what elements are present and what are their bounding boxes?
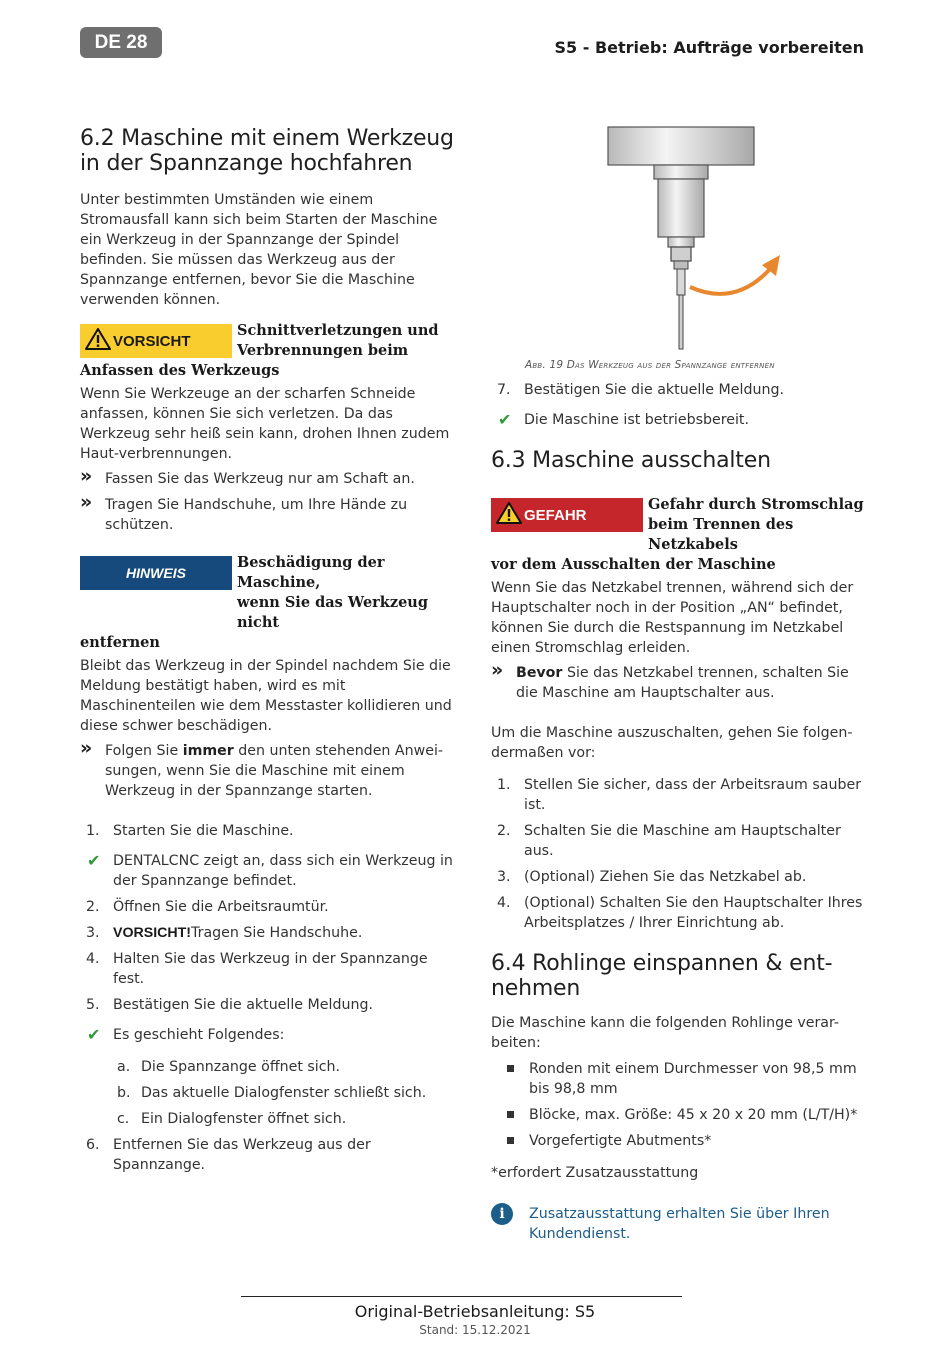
title-line-2: in der Spannzange hochfahren bbox=[80, 151, 413, 176]
notice-title-line: Beschädigung der Maschine, bbox=[237, 554, 385, 591]
list-item bbox=[491, 1131, 871, 1151]
caution-title-line: Verbrennungen beim bbox=[237, 342, 409, 359]
footer-divider bbox=[241, 1296, 682, 1297]
title-line-2: nehmen bbox=[491, 976, 581, 1001]
spindle-figure bbox=[560, 125, 830, 353]
double-chevron-icon: » bbox=[491, 659, 504, 681]
section-6-2-title bbox=[80, 126, 458, 176]
left-column bbox=[80, 126, 458, 1175]
danger-title-line: Gefahr durch Stromschlag bbox=[648, 496, 864, 513]
title-line-1: 6.2 Maschine mit einem Werkzeug bbox=[80, 126, 454, 151]
info-text: Zusatzausstattung erhalten Sie über Ihren Kundendienst. bbox=[529, 1206, 830, 1242]
section-6-3-intro: Um die Maschine auszuschalten, gehen Sie folgen-dermaßen vor: bbox=[491, 725, 853, 761]
double-chevron-icon: » bbox=[80, 465, 93, 487]
notice-block bbox=[80, 553, 458, 653]
footer-title: Original-Betriebsanleitung: S5 bbox=[354, 1302, 596, 1321]
warning-triangle-icon bbox=[85, 328, 111, 354]
list-item bbox=[80, 1025, 458, 1045]
bullet-text: Ronden mit einem Durchmesser von 98,5 mm bis 98,8 mm bbox=[529, 1061, 857, 1097]
list-item: c. Ein Dialogfenster öffnet sich. bbox=[117, 1111, 347, 1127]
step-text: Starten Sie die Maschine. bbox=[113, 823, 294, 839]
shutdown-steps bbox=[491, 775, 871, 933]
warning-triangle-icon bbox=[496, 502, 522, 528]
footnote: *erfordert Zusatzausstattung bbox=[491, 1165, 699, 1181]
list-item: 1. Starten Sie die Maschine. bbox=[86, 823, 294, 839]
step-text: Tragen Sie Handschuhe. bbox=[191, 925, 363, 941]
section-6-3-title: 6.3 Maschine ausschalten bbox=[491, 448, 771, 473]
caution-bullet bbox=[80, 465, 458, 489]
section-6-2-intro: Unter bestimmten Umständen wie einem Stromausfall kann sich beim Starten der Maschine ein Werkzeug in der Spannzange der Spindel befinden. Sie müssen das Werkzeug aus der Spannzange entfernen, bevor Sie die Maschine verwenden können. bbox=[80, 192, 438, 308]
info-note bbox=[491, 1204, 871, 1244]
list-item bbox=[491, 410, 871, 430]
list-item: 3. VORSICHT!Tragen Sie Handschuhe. bbox=[86, 925, 363, 941]
step-text: Bestätigen Sie die aktuelle Meldung. bbox=[524, 382, 784, 398]
caution-title-line: Anfassen des Werkzeugs bbox=[80, 362, 280, 379]
caution-text: Wenn Sie Werkzeuge an der scharfen Schneide anfassen, können Sie sich verletzen. Da das Werkzeug sehr heiß sein kann, drohen Ihnen zudem Haut-verbrennungen. bbox=[80, 386, 450, 462]
list-item: 2. Schalten Sie die Maschine am Hauptschalter aus. bbox=[497, 823, 841, 859]
step-text: Das aktuelle Dialogfenster schließt sich. bbox=[141, 1085, 427, 1101]
bullet-text: Vorgefertigte Abutments* bbox=[529, 1133, 712, 1149]
checkmark-icon: ✔ bbox=[498, 410, 512, 429]
right-column bbox=[491, 380, 871, 1244]
danger-title-line: vor dem Ausschalten der Maschine bbox=[491, 556, 776, 573]
danger-sign bbox=[491, 498, 643, 532]
bullet-emphasis: Bevor bbox=[516, 665, 563, 681]
step-text: (Optional) Schalten Sie den Hauptschalter Ihres Arbeitsplatzes / Ihrer Einrichtung ab. bbox=[524, 895, 863, 931]
danger-label: GEFAHR bbox=[524, 506, 587, 524]
page-number-badge: DE 28 bbox=[80, 27, 162, 58]
step-text: Ein Dialogfenster öffnet sich. bbox=[141, 1111, 347, 1127]
list-item: 3. (Optional) Ziehen Sie das Netzkabel ab. bbox=[497, 869, 807, 885]
bullet-emphasis: immer bbox=[182, 743, 234, 759]
list-item: a. Die Spannzange öffnet sich. bbox=[117, 1059, 341, 1075]
list-item: 1. Stellen Sie sicher, dass der Arbeitsraum sauber ist. bbox=[497, 777, 862, 813]
notice-title-line: wenn Sie das Werkzeug nicht bbox=[237, 594, 428, 631]
bullet-text: Folgen Sie bbox=[105, 743, 183, 759]
list-item: 6. Entfernen Sie das Werkzeug aus der Spannzange. bbox=[86, 1137, 371, 1173]
step-text: Halten Sie das Werkzeug in der Spannzange fest. bbox=[113, 951, 428, 987]
danger-text: Wenn Sie das Netzkabel trennen, während sich der Hauptschalter noch in der Position „AN“ befindet, können Sie durch die Restspannung im Netzkabel einen Stromschlag erleiden. bbox=[491, 580, 854, 656]
list-item bbox=[491, 1105, 871, 1125]
danger-title-line: beim Trennen des Netzkabels bbox=[648, 516, 794, 553]
footer-date: Stand: 15.12.2021 bbox=[419, 1323, 531, 1337]
notice-bullet bbox=[80, 737, 458, 801]
caution-block bbox=[80, 321, 458, 381]
section-6-4-intro: Die Maschine kann die folgenden Rohlinge verar-beiten: bbox=[491, 1015, 840, 1051]
notice-sign: HINWEIS bbox=[80, 556, 232, 590]
checkmark-icon: ✔ bbox=[87, 1025, 101, 1044]
caution-title-line: Schnittverletzungen und bbox=[237, 322, 439, 339]
step-text: Schalten Sie die Maschine am Hauptschalter aus. bbox=[524, 823, 841, 859]
checkmark-icon: ✔ bbox=[87, 851, 101, 870]
step-text: Bestätigen Sie die aktuelle Meldung. bbox=[113, 997, 373, 1013]
list-item bbox=[80, 851, 458, 891]
section-6-4-title bbox=[491, 951, 871, 1001]
caution-bullet bbox=[80, 491, 458, 535]
caution-sign bbox=[80, 324, 232, 358]
figure-caption: Abb. 19 Das Werkzeug aus der Spannzange entfernen bbox=[525, 359, 775, 371]
danger-bullet bbox=[491, 659, 871, 703]
step-text: Stellen Sie sicher, dass der Arbeitsraum sauber ist. bbox=[524, 777, 862, 813]
step-result: Die Maschine ist betriebsbereit. bbox=[524, 412, 749, 428]
square-bullet-icon bbox=[507, 1111, 514, 1118]
info-icon: i bbox=[491, 1203, 513, 1225]
double-chevron-icon: » bbox=[80, 491, 93, 513]
list-item: 4. Halten Sie das Werkzeug in der Spannzange fest. bbox=[86, 951, 428, 987]
double-chevron-icon: » bbox=[80, 737, 93, 759]
step-text: Die Spannzange öffnet sich. bbox=[141, 1059, 341, 1075]
list-item: 2. Öffnen Sie die Arbeitsraumtür. bbox=[86, 899, 329, 915]
step-result: Es geschieht Folgendes: bbox=[113, 1027, 285, 1043]
step-text: Entfernen Sie das Werkzeug aus der Spannzange. bbox=[113, 1137, 371, 1173]
list-item: 5. Bestätigen Sie die aktuelle Meldung. bbox=[86, 997, 373, 1013]
list-item: 7. Bestätigen Sie die aktuelle Meldung. bbox=[497, 382, 784, 398]
step-text: (Optional) Ziehen Sie das Netzkabel ab. bbox=[524, 869, 807, 885]
step-text: Öffnen Sie die Arbeitsraumtür. bbox=[113, 899, 329, 915]
bullet-text: Fassen Sie das Werkzeug nur am Schaft an. bbox=[105, 471, 415, 487]
bullet-text: Sie das Netzkabel trennen, schalten Sie die Maschine am Hauptschalter aus. bbox=[516, 665, 849, 701]
list-item: 4. (Optional) Schalten Sie den Hauptschalter Ihres Arbeitsplatzes / Ihrer Einrichtung ab. bbox=[497, 895, 863, 931]
bullet-text: Blöcke, max. Größe: 45 x 20 x 20 mm (L/T/H)* bbox=[529, 1107, 858, 1123]
blank-types-list bbox=[491, 1059, 871, 1151]
list-item: b. Das aktuelle Dialogfenster schließt sich. bbox=[117, 1085, 427, 1101]
bullet-text: den unten stehenden Anwei-sungen, wenn Sie die Maschine mit einem Werkzeug in der Spannzange starten. bbox=[105, 743, 444, 799]
steps-list bbox=[80, 821, 458, 1175]
danger-block bbox=[491, 495, 871, 575]
notice-title-line: entfernen bbox=[80, 634, 160, 651]
square-bullet-icon bbox=[507, 1065, 514, 1072]
title-line-1: 6.4 Rohlinge einspannen & ent- bbox=[491, 951, 833, 976]
caution-inline: VORSICHT! bbox=[113, 925, 192, 941]
caution-label: VORSICHT bbox=[113, 332, 191, 350]
notice-text: Bleibt das Werkzeug in der Spindel nachdem Sie die Meldung bestätigt haben, wird es mit Maschinenteilen wie dem Messtaster kollidieren und diese schwer beschädigen. bbox=[80, 658, 452, 734]
step-result: DENTALCNC zeigt an, dass sich ein Werkzeug in der Spannzange befindet. bbox=[113, 853, 453, 889]
square-bullet-icon bbox=[507, 1137, 514, 1144]
section-header: S5 - Betrieb: Aufträge vorbereiten bbox=[554, 38, 864, 57]
bullet-text: Tragen Sie Handschuhe, um Ihre Hände zu schützen. bbox=[105, 497, 408, 533]
list-item bbox=[491, 1059, 871, 1099]
